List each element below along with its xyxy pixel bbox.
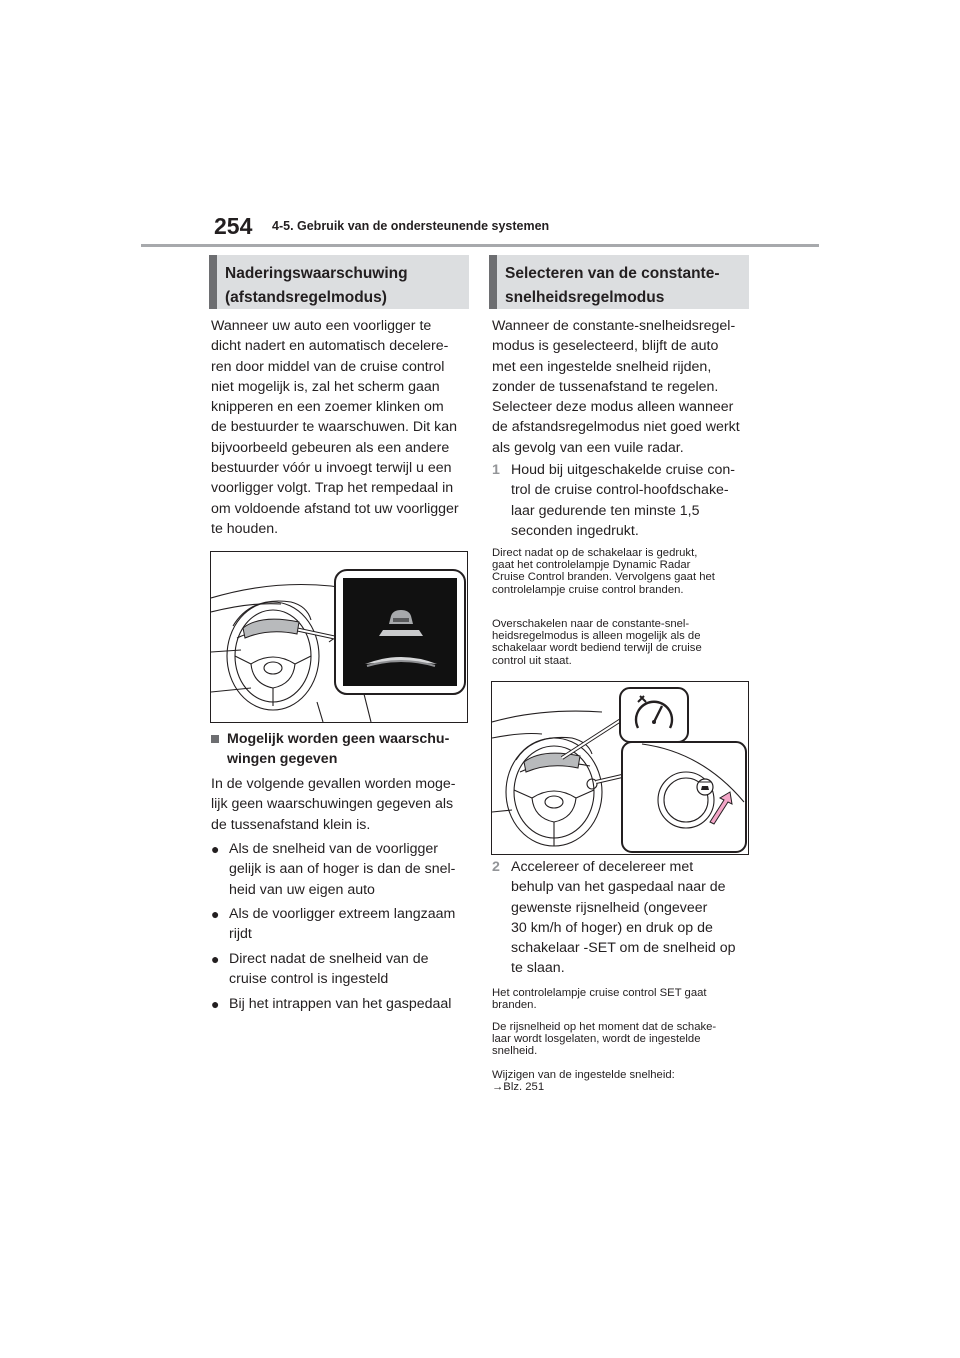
text-line: Direct nadat op de schakelaar is gedrukt, xyxy=(492,547,698,559)
text-line: gewenste rijsnelheid (ongeveer xyxy=(511,899,708,916)
text-line: gelijk is aan of hoger is dan de snel- xyxy=(229,861,456,878)
text-line: als gevolg van een vuile radar. xyxy=(492,439,684,456)
text-line: bestuurder vóór u invoegt terwijl u een xyxy=(211,460,452,477)
radar-car-icon xyxy=(697,779,713,795)
right-intro-paragraph xyxy=(492,316,754,458)
page-number: 254 xyxy=(214,213,253,239)
text-line: seconden ingedrukt. xyxy=(511,522,639,539)
step-number: 2 xyxy=(492,859,500,875)
text-line: voorligger volgt. Trap het rempedaal in xyxy=(211,480,454,497)
bullet-item xyxy=(211,949,473,990)
text-line: te houden. xyxy=(211,520,279,537)
text-line: de tussenafstand klein is. xyxy=(211,816,371,833)
bullet-item xyxy=(211,994,473,1014)
section-title: 4-5. Gebruik van de ondersteunende systemen xyxy=(272,219,550,233)
text-line: laar wordt losgelaten, wordt de ingestelde xyxy=(492,1033,701,1046)
left-section-heading xyxy=(209,255,469,309)
text-line: Accelereer of decelereer met xyxy=(511,859,694,875)
text-line: cruise control is ingesteld xyxy=(229,971,389,988)
steering-switch-illustration xyxy=(492,682,748,854)
approach-warning-figure xyxy=(210,551,468,723)
heading-line: Selecteren van de constante- xyxy=(505,265,720,282)
right-section-heading xyxy=(489,255,749,309)
text-line: bijvoorbeeld gebeuren als een andere xyxy=(211,439,450,456)
text-line: knipperen en een zoemer klinken om xyxy=(211,399,444,416)
text-line: schakelaar wordt bediend terwijl de cruise xyxy=(492,642,702,655)
heading-line: snelheidsregelmodus xyxy=(505,289,665,306)
text-line: modus is geselecteerd, blijft de auto xyxy=(492,338,719,355)
bullet-icon: ● xyxy=(211,996,220,1012)
text-line: Als de voorligger extreem langzaam xyxy=(229,906,456,922)
subheading-line: Mogelijk worden geen waarschu- xyxy=(227,731,450,747)
heading-line: Naderingswaarschuwing xyxy=(225,265,408,282)
text-line: Als de snelheid van de voorligger xyxy=(229,841,439,857)
text-line: ren door middel van de cruise control xyxy=(211,358,445,375)
text-line: te slaan. xyxy=(511,960,565,977)
text-line: gaat het controlelampje Dynamic Radar xyxy=(492,559,691,572)
text-line: Wanneer uw auto een voorligger te xyxy=(211,318,432,334)
text-line: Houd bij uitgeschakelde cruise con- xyxy=(511,462,735,478)
text-line: trol de cruise control-hoofdschake- xyxy=(511,482,729,499)
text-line: rijdt xyxy=(229,926,252,943)
bullet-icon: ● xyxy=(211,841,220,857)
subheading-square-icon xyxy=(211,735,219,743)
heading-line: (afstandsregelmodus) xyxy=(225,289,387,306)
note-1 xyxy=(492,547,754,596)
text-line: Wanneer de constante-snelheidsregel- xyxy=(492,318,736,334)
note-2 xyxy=(492,618,754,667)
text-line: zonder de tussenafstand te regelen. xyxy=(492,378,719,395)
text-line: control uit staat. xyxy=(492,654,572,667)
text-line: Cruise Control branden. Vervolgens gaat het xyxy=(492,571,715,584)
step-2 xyxy=(492,857,754,979)
left-paragraph-2 xyxy=(211,774,473,835)
text-line: De rijsnelheid op het moment dat de schake- xyxy=(492,1021,717,1033)
text-line: niet mogelijk is, zal het scherm gaan xyxy=(211,378,440,395)
text-line: laar gedurende ten minste 1,5 xyxy=(511,502,700,519)
left-subheading xyxy=(211,729,473,770)
page-reference-link[interactable]: →Blz. 251 xyxy=(492,1081,545,1094)
note-5 xyxy=(492,1069,754,1093)
bullet-icon: ● xyxy=(211,906,220,922)
text-line: Overschakelen naar de constante-snel- xyxy=(492,618,690,630)
text-line: schakelaar -SET om de snelheid op xyxy=(511,940,736,957)
text-line: Wijzigen van de ingestelde snelheid: xyxy=(492,1069,675,1081)
text-line: In de volgende gevallen worden moge- xyxy=(211,776,456,792)
text-line: 30 km/h of hoger) en druk op de xyxy=(511,919,713,936)
subheading-line: wingen gegeven xyxy=(227,751,338,768)
text-line: heidsregelmodus is alleen mogelijk als de xyxy=(492,630,701,643)
left-intro-paragraph xyxy=(211,316,473,539)
step-1 xyxy=(492,460,754,541)
header-rule xyxy=(141,244,819,247)
text-line: Selecteer deze modus alleen wanneer xyxy=(492,399,734,416)
note-4 xyxy=(492,1021,754,1058)
step-number: 1 xyxy=(492,462,500,478)
bullet-icon: ● xyxy=(211,951,220,967)
text-line: snelheid. xyxy=(492,1045,538,1058)
text-line: controlelampje cruise control branden. xyxy=(492,583,684,596)
cruise-switch-figure xyxy=(491,681,749,855)
bullet-item xyxy=(211,839,473,900)
text-line: Bij het intrappen van het gaspedaal xyxy=(229,996,452,1012)
text-line: branden. xyxy=(492,999,537,1012)
text-line: heid van uw eigen auto xyxy=(229,881,375,898)
note-3 xyxy=(492,987,754,1011)
text-line: de bestuurder te waarschuwen. Dit kan xyxy=(211,419,458,436)
text-line: Direct nadat de snelheid van de xyxy=(229,951,429,967)
text-line: Het controlelampje cruise control SET gaat xyxy=(492,987,707,999)
text-line: de afstandsregelmodus niet goed werkt xyxy=(492,419,740,436)
text-line: behulp van het gaspedaal naar de xyxy=(511,879,726,896)
text-line: om voldoende afstand tot uw voorligger xyxy=(211,500,459,517)
dashboard-illustration xyxy=(211,552,467,722)
text-line: lijk geen waarschuwingen gegeven als xyxy=(211,796,454,813)
text-line: dicht nadert en automatisch decelere- xyxy=(211,338,449,355)
bullet-item xyxy=(211,904,473,945)
text-line: met een ingestelde snelheid rijden, xyxy=(492,358,712,375)
